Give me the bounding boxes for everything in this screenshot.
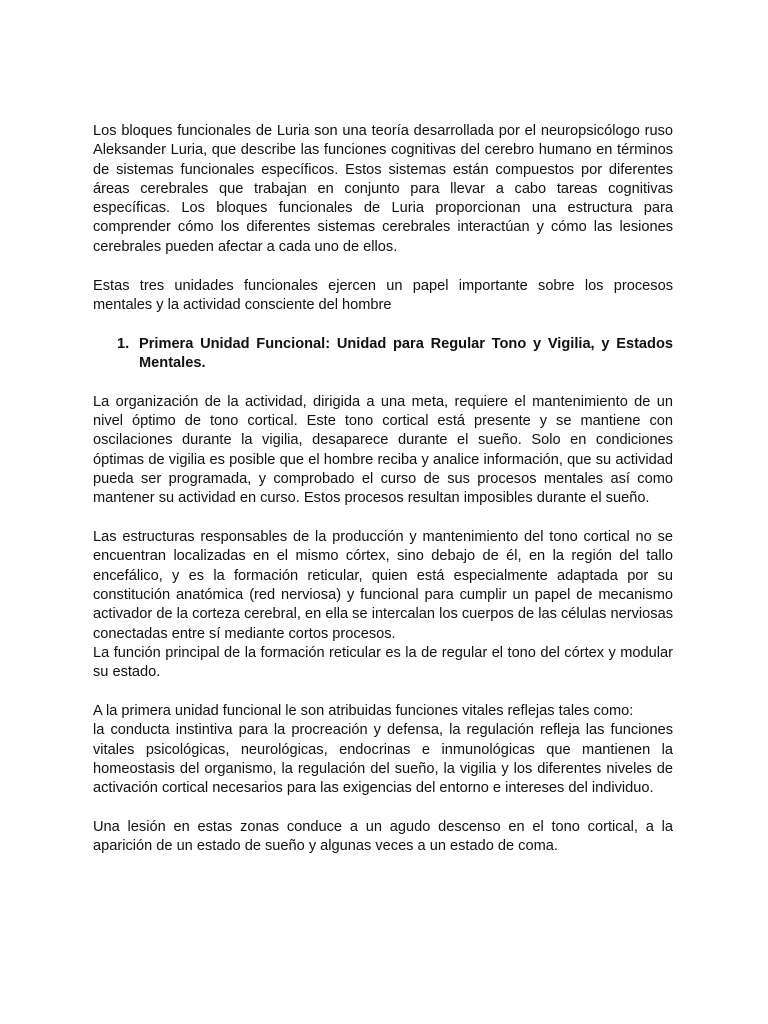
intro-paragraph: Los bloques funcionales de Luria son una teoría desarrollada por el neuropsicólogo ruso Aleksander Luria, que describe las funciones cognitivas del cerebro humano en términos de sistemas funcionales específicos. Estos sistemas están compuestos por diferentes áreas cerebrales que trabajan en conjunto para llevar a cabo tareas cognitivas específicas. Los bloques funcionales de Luria proporcionan una estructura para comprender cómo los diferentes sistemas cerebrales interactúan y cómo las lesiones cerebrales pueden afectar a cada uno de ellos. — [93, 123, 673, 255]
activity-paragraph: La organización de la actividad, dirigida a una meta, requiere el mantenimiento de un nivel óptimo de tono cortical. Este tono cortical está presente y se mantiene con oscilaciones durante la vigilia, desaparece durante el sueño. Solo en condiciones óptimas de vigilia es posible que el hombre reciba y analice información, que su actividad pueda ser programada, y comprobado el curso de sus procesos mentales así como mantener su actividad en curso. Estos procesos resultan imposibles durante el sueño. — [93, 393, 673, 507]
section-heading — [93, 335, 673, 374]
reticular-function-paragraph: La función principal de la formación reticular es la de regular el tono del córtex y modular su estado. — [93, 644, 673, 681]
section-title: Primera Unidad Funcional: Unidad para Regular Tono y Vigilia, y Estados Mentales. — [139, 335, 673, 371]
functions-list-paragraph: la conducta instintiva para la procreación y defensa, la regulación refleja las funciones vitales psicológicas, neurológicas, endocrinas e inmunológicas que mantienen la homeostasis del organismo, la regulación del sueño, la vigilia y los diferentes niveles de activación cortical necesarios para las exigencias del entorno e intereses del individuo. — [93, 722, 673, 797]
units-paragraph: Estas tres unidades funcionales ejercen un papel importante sobre los procesos mentales y la actividad consciente del hombre — [93, 277, 673, 313]
lesion-paragraph: Una lesión en estas zonas conduce a un agudo descenso en el tono cortical, a la aparición de un estado de sueño y algunas veces a un estado de coma. — [93, 818, 673, 855]
section-number: 1. — [117, 335, 130, 352]
functions-intro-paragraph: A la primera unidad funcional le son atribuidas funciones vitales reflejas tales como: — [93, 702, 634, 719]
document-page — [93, 122, 673, 876]
structures-paragraph: Las estructuras responsables de la producción y mantenimiento del tono cortical no se encuentran localizadas en el mismo córtex, sino debajo de él, en la región del tallo encefálico, y es la formación reticular, quien está especialmente adaptada por su constitución anatómica (red nerviosa) y funcional para cumplir un papel de mecanismo activador de la corteza cerebral, en ella se intercalan los cuerpos de las células nerviosas conectadas entre sí mediante cortos procesos. — [93, 529, 673, 642]
